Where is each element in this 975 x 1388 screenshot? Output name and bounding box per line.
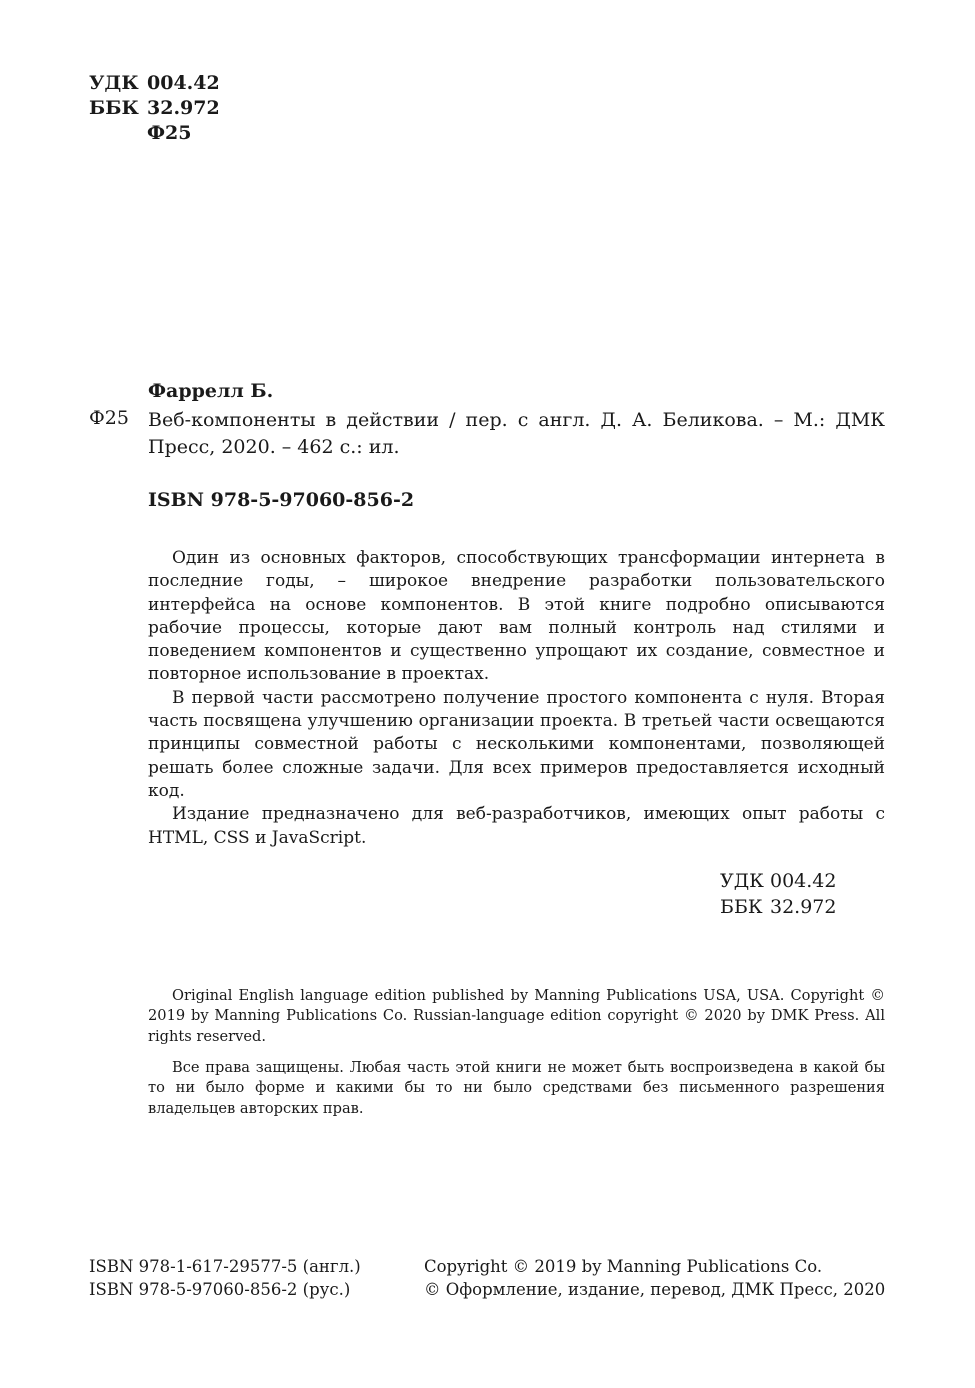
bbk-value-right: 32.972 [770, 896, 837, 918]
catalog-code: Ф25 [89, 407, 129, 429]
catalog-isbn: ISBN 978-5-97060-856-2 [148, 489, 415, 511]
annotation [148, 547, 885, 850]
udk-value: 004.42 [147, 72, 220, 94]
catalog-author: Фаррелл Б. [148, 380, 274, 402]
bbk-row-right [720, 894, 836, 920]
footer-copyright-line1: Copyright © 2019 by Manning Publications Co. [424, 1257, 823, 1276]
udk-row-right [720, 868, 836, 894]
copyright-english [148, 986, 885, 1047]
footer-isbn-ru: ISBN 978-5-97060-856-2 (рус.) [89, 1280, 351, 1299]
udk-label-right: УДК [720, 870, 764, 892]
udk-value-right: 004.42 [770, 870, 837, 892]
annotation-paragraph: Издание предназначено для веб-разработчиков, имеющих опыт работы с HTML, CSS и JavaScript. [148, 804, 885, 848]
author-mark-row [89, 121, 220, 146]
footer-isbn-block [89, 1255, 361, 1301]
bbk-row [89, 96, 220, 121]
udk-label: УДК [89, 72, 139, 94]
bbk-value: 32.972 [147, 97, 220, 119]
annotation-paragraph: Один из основных факторов, способствующих трансформации интернета в последние годы, – широкое внедрение разработки пользовательского интерфейса на основе компонентов. В этой книге подробно описываются рабочие процессы, которые дают вам полный контроль над стилями и поведением компонентов и существенно упрощают их создание, совместное и повторное использование в проектах. [148, 548, 885, 685]
copyright-russian-text: Все права защищены. Любая часть этой книги не может быть воспроизведена в какой бы то ни было форме и какими бы то ни было средствами без письменного разрешения владельцев авторских прав. [148, 1059, 885, 1117]
catalog-description: Веб-компоненты в действии / пер. с англ. Д. А. Беликова. – М.: ДМК Пресс, 2020. – 462 с.: ил. [148, 409, 885, 458]
footer-isbn-en: ISBN 978-1-617-29577-5 (англ.) [89, 1257, 361, 1276]
classification-top [89, 71, 220, 146]
bbk-label-right: ББК [720, 896, 763, 918]
copyright-english-text: Original English language edition published by Manning Publications USA, USA. Copyright © 2019 by Manning Publications Co. Russian-language edition copyright © 2020 by DMK Press. All rights reserved. [148, 987, 885, 1045]
footer-copyright-block [424, 1255, 885, 1301]
classification-right [720, 868, 836, 920]
udk-row [89, 71, 220, 96]
annotation-paragraph: В первой части рассмотрено получение простого компонента с нуля. Вторая часть посвящена улучшению организации проекта. В третьей части освещаются принципы совместной работы с несколькими компонентами, позволяющей решать более сложные задачи. Для всех примеров предоставляется исходный код. [148, 687, 885, 801]
copyright-russian [148, 1058, 885, 1119]
bbk-label: ББК [89, 97, 139, 119]
footer-copyright-line2: © Оформление, издание, перевод, ДМК Пресс, 2020 [424, 1280, 886, 1299]
author-mark: Ф25 [147, 122, 192, 144]
